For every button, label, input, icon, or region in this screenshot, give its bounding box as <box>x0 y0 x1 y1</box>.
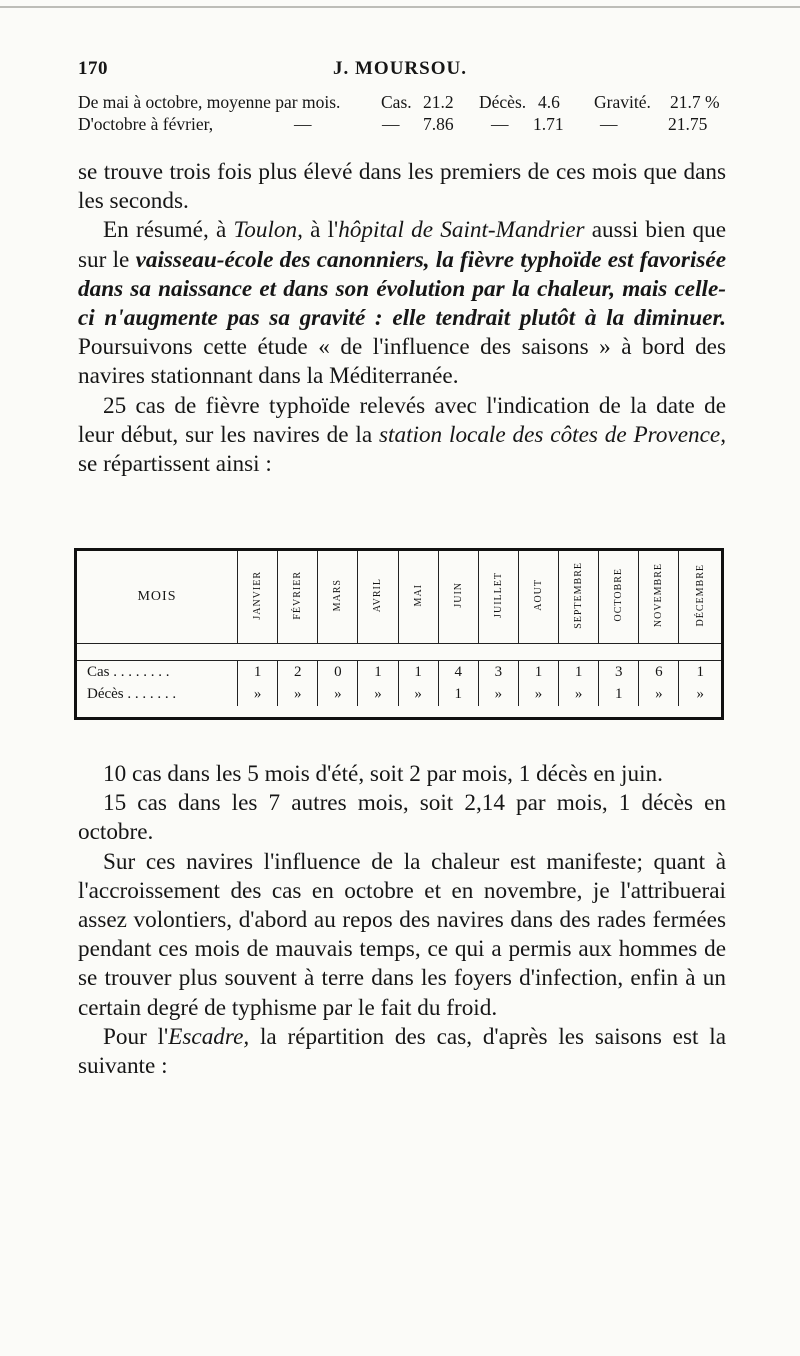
table-row <box>76 683 723 705</box>
table-cell: 3 <box>478 660 518 683</box>
deces-value: 4.6 <box>538 92 560 112</box>
dash: — <box>600 114 618 134</box>
table-cell: » <box>278 683 318 705</box>
page-number: 170 <box>78 58 108 79</box>
table-cell: 1 <box>238 660 278 683</box>
month-header: JUILLET <box>478 550 518 644</box>
paragraph: Pour l'Escadre, la répartition des cas, d'après les saisons est la suivante : <box>78 1023 726 1080</box>
table-cell: » <box>478 683 518 705</box>
month-header: OCTOBRE <box>599 550 639 644</box>
table-cell: 3 <box>599 660 639 683</box>
gravite-value: 21.7 % <box>670 92 720 112</box>
italic-place: hôpital de Saint-Mandrier <box>338 217 585 244</box>
italic-name: Escadre, <box>168 1023 250 1050</box>
paragraph: 10 cas dans les 5 mois d'été, soit 2 par mois, 1 décès en juin. <box>103 761 663 787</box>
dash: — <box>382 114 400 134</box>
month-header: SEPTEMBRE <box>559 550 599 644</box>
dash: — <box>491 114 509 134</box>
table-cell: 2 <box>278 660 318 683</box>
table-cell: 1 <box>599 683 639 705</box>
table-cell: » <box>358 683 398 705</box>
month-header: MAI <box>398 550 438 644</box>
table-cell: » <box>639 683 679 705</box>
table-cell: 1 <box>518 660 558 683</box>
table-cell: 0 <box>318 660 358 683</box>
month-header: FÉVRIER <box>278 550 318 644</box>
table-cell: » <box>398 683 438 705</box>
text-block-upper <box>78 158 726 479</box>
cas-value: 21.2 <box>423 92 454 112</box>
table-cell: » <box>559 683 599 705</box>
emphasis: vaisseau-école des canonniers, la fièvre typhoïde est favorisée dans sa naissance et dans son évolution par la chaleur, mais celle-ci n'augmente pas sa gravité : elle tendrait plutôt à la diminuer. <box>78 246 727 332</box>
month-header: NOVEMBRE <box>639 550 679 644</box>
stats-row-1 <box>78 92 738 114</box>
table-row <box>76 660 723 683</box>
paragraph: En résumé, à Toulon, à l'hôpital de Saint-Mandrier aussi bien que sur le vaisseau-école des canonniers, la fièvre typhoïde est favorisée dans sa naissance et dans son évolution par la chaleur, mais celle-ci n'augmente pas sa gravité : elle tendrait plutôt à la diminuer. Poursuivons cette étude « de l'influence des saisons » à bord des navires stationnant dans la Méditerranée. <box>78 217 727 390</box>
italic-place: Toulon, <box>233 217 303 244</box>
month-header: AOUT <box>518 550 558 644</box>
table-cell: 1 <box>679 660 723 683</box>
month-header: JANVIER <box>238 550 278 644</box>
paragraph: se trouve trois fois plus élevé dans les premiers de ces mois que dans les seconds. <box>78 159 726 215</box>
table-cell: 1 <box>438 683 478 705</box>
table-cell: 6 <box>639 660 679 683</box>
page-edge-line <box>0 6 800 8</box>
paragraph: 15 cas dans les 7 autres mois, soit 2,14 par mois, 1 décès en octobre. <box>78 790 726 846</box>
table-cell: 4 <box>438 660 478 683</box>
monthly-cases-table <box>74 548 724 720</box>
stats-row-label: De mai à octobre, moyenne par mois. <box>78 92 341 112</box>
paragraph: 25 cas de fièvre typhoïde relevés avec l'indication de la date de leur début, sur les navires de la station locale des côtes de Provence, se répartissent ainsi : <box>78 392 726 478</box>
cas-value: 7.86 <box>423 114 454 134</box>
stats-row-label: D'octobre à février, <box>78 114 214 134</box>
table-cell: 1 <box>358 660 398 683</box>
table-header-mois: MOIS <box>76 550 238 644</box>
stats-row-2 <box>78 114 738 136</box>
row-label: Décès . . . . . . . <box>87 685 177 702</box>
table-cell: » <box>238 683 278 705</box>
gravite-label: Gravité. <box>594 92 651 112</box>
month-header: MARS <box>318 550 358 644</box>
table-cell: » <box>679 683 723 705</box>
cas-label: Cas. <box>381 92 412 112</box>
italic-place: station locale des côtes de Provence, <box>379 421 726 448</box>
text-block-lower <box>78 760 726 1081</box>
table-cell: » <box>518 683 558 705</box>
month-header: DÉCEMBRE <box>679 550 723 644</box>
month-header: JUIN <box>438 550 478 644</box>
paragraph: Sur ces navires l'influence de la chaleur est manifeste; quant à l'accroissement des cas en octobre et en novembre, je l'attribuerai assez volontiers, d'abord au repos des navires dans des rades fermées pendant ces mois de mauvais temps, ce qui a permis aux hommes de se trouver plus souvent à terre dans les foyers d'infection, enfin à un certain degré de typhisme par le fait du froid. <box>78 848 726 1021</box>
gravite-value: 21.75 <box>668 114 708 134</box>
running-head: J. MOURSOU. <box>333 58 467 79</box>
table-cell: » <box>318 683 358 705</box>
deces-label: Décès. <box>479 92 527 112</box>
month-header: AVRIL <box>358 550 398 644</box>
table-cell: 1 <box>559 660 599 683</box>
table-cell: 1 <box>398 660 438 683</box>
row-label: Cas . . . . . . . . <box>87 663 170 680</box>
dash: — <box>294 114 312 134</box>
deces-value: 1.71 <box>533 114 564 134</box>
